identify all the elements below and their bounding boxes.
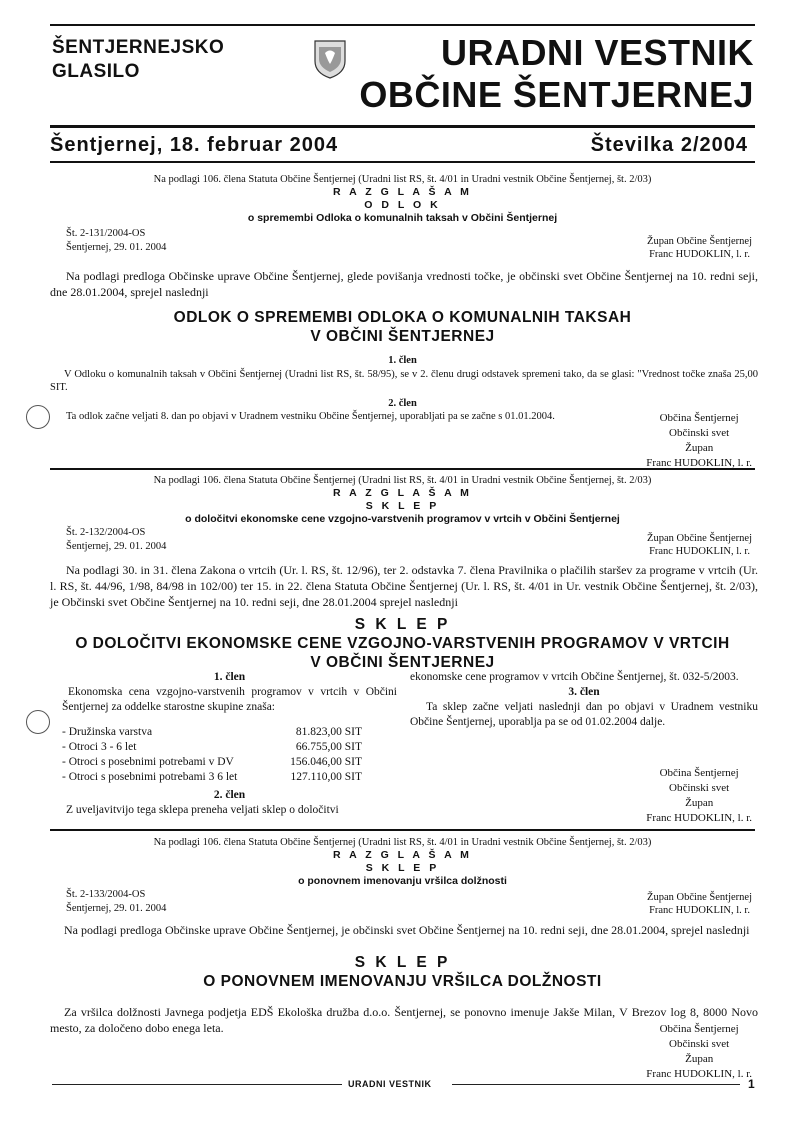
sec3-end-sig-3: Župan: [685, 1053, 714, 1065]
sec2-clen2: 2. člen: [213, 789, 246, 801]
sec2-clen3: 3. člen: [568, 686, 600, 698]
sec1-title-line2: V OBČINI ŠENTJERNEJ: [310, 328, 495, 345]
sec1-ref: Št. 2-131/2004-OS: [66, 228, 146, 239]
sec2-title-line1: O DOLOČITVI EKONOMSKE CENE VZGOJNO-VARSTVENIH PROGRAMOV V VRTCIH: [75, 635, 730, 652]
sec2-right-column: [410, 670, 758, 730]
sec2-end-sig-1: Občina Šentjernej: [659, 767, 739, 779]
sec1-razglasam: R A Z G L A Š A M: [333, 186, 472, 198]
masthead-left-line1: ŠENTJERNEJSKO: [52, 37, 225, 58]
sec1-signature: [647, 235, 752, 261]
sec1-clen2: 2. člen: [388, 398, 417, 409]
sec1-end-sig-4: Franc HUDOKLIN, l. r.: [646, 457, 752, 469]
sec2-sig-line2: Franc HUDOKLIN, l. r.: [649, 546, 750, 557]
price-list: [62, 725, 362, 785]
sec3-subject: o ponovnem imenovanju vršilca dolžnosti: [298, 875, 507, 887]
sec3-intro: Na podlagi 106. člena Statuta Občine Šentjernej (Uradni list RS, št. 4/01 in Uradni vestnik Občine Šentjernej, št. 2/03): [153, 837, 652, 848]
price-label: - Otroci 3 - 6 let: [62, 741, 137, 753]
sec3-sig-line1: Župan Občine Šentjernej: [647, 892, 752, 903]
sec2-end-sig-2: Občinski svet: [669, 782, 730, 794]
price-value: 66.755,00 SIT: [295, 741, 362, 753]
sec3-title-line0: S K L E P: [354, 954, 451, 971]
sec2-end-sig-3: Župan: [685, 797, 714, 809]
sec3-end-sig-2: Občinski svet: [669, 1038, 730, 1050]
issue-number: Številka 2/2004: [590, 134, 748, 156]
sec2-subject: o določitvi ekonomske cene vzgojno-varstvenih programov v vrtcih v Občini Šentjernej: [185, 513, 620, 525]
masthead-title: [359, 32, 754, 116]
price-label: - Družinska varstva: [62, 726, 153, 738]
sec1-end-sig-3: Župan: [685, 442, 714, 454]
sec3-place-date: Šentjernej, 29. 01. 2004: [66, 903, 167, 914]
sec3-end-sig-1: Občina Šentjernej: [659, 1023, 739, 1035]
sec2-preamble: Na podlagi 30. in 31. člena Zakona o vrtcih (Ur. l. RS, št. 12/96), ter 2. odstavka 7. člena Pravilnika o plačilih staršev za programe v vrtcih (Ur. l. RS, št. 44/96, 1/98, 84/98 in 102/00) ter 15. in 22. člena Statuta Občine Šentjernej (Ur. l. RS, št. 4/01 in Ur. vestnik Občine Šentjernej, št. 2/03), je Občinski svet Občine Šentjernej na 10. redni seji, dne 28.01.2004 sprejel naslednji: [50, 563, 758, 609]
sec2-left-column: [62, 670, 397, 818]
sec2-right-continuation: ekonomske cene programov v vrtcih Občine Šentjernej, št. 032-5/2003.: [410, 671, 739, 683]
sec3-title-line1: O PONOVNEM IMENOVANJU VRŠILCA DOLŽNOSTI: [203, 973, 602, 990]
price-value: 156.046,00 SIT: [290, 756, 362, 768]
footer-label: URADNI VESTNIK: [348, 1079, 432, 1089]
sec3-signature: [647, 891, 752, 917]
sec1-end-sig-2: Občinski svet: [669, 427, 730, 439]
sec2-title: [50, 615, 755, 672]
punch-hole: [26, 405, 50, 429]
price-row: [62, 770, 362, 785]
sec1-preamble: Na podlagi predloga Občinske uprave Občine Šentjernej, glede povišanja vrednosti točke, je občinski svet Občine Šentjernej na 10. redni seji, dne 28.01.2004, sprejel naslednji: [50, 269, 758, 299]
sec2-clen3-text: Ta sklep začne veljati naslednji dan po objavi v Uradnem vestniku Občine Šentjernej, uporablja pa se od 01.02.2004 dalje.: [410, 701, 758, 728]
sec2-signature: [647, 532, 752, 558]
sec1-clen1-text: V Odloku o komunalnih taksah v Občini Šentjernej (Uradni list RS, št. 58/95), se v 2. členu drugi odstavek spremeni tako, da se glasi: "Vrednost točke znaša 25,00 SIT.: [50, 369, 758, 393]
sec3-razglasam: R A Z G L A Š A M: [333, 849, 472, 861]
sec2-ref: Št. 2-132/2004-OS: [66, 527, 146, 538]
sec2-title-line0: S K L E P: [354, 616, 451, 633]
sec3-sig-line2: Franc HUDOKLIN, l. r.: [649, 905, 750, 916]
sec3-ref: Št. 2-133/2004-OS: [66, 889, 146, 900]
sec1-end-sig-1: Občina Šentjernej: [659, 412, 739, 424]
sec2-place-date: Šentjernej, 29. 01. 2004: [66, 541, 167, 552]
sec2-razglasam: R A Z G L A Š A M: [333, 487, 472, 499]
price-label: - Otroci s posebnimi potrebami 3 6 let: [62, 771, 238, 783]
sec1-title: [50, 308, 755, 346]
sec3-end-signature: [646, 1022, 752, 1082]
sec2-title-line2: V OBČINI ŠENTJERNEJ: [310, 654, 495, 671]
price-row: [62, 725, 362, 740]
top-rule: [50, 24, 755, 26]
masthead-title-line1: URADNI VESTNIK: [440, 32, 754, 73]
sec1-sig-line2: Franc HUDOKLIN, l. r.: [649, 249, 750, 260]
sec3-kind: S K L E P: [365, 862, 440, 874]
sec1-clen2-text: Ta odlok začne veljati 8. dan po objavi v Uradnem vestniku Občine Šentjernej, uporabljati pa se začne s 01.01.2004.: [66, 411, 555, 422]
footer-rule-right: [452, 1084, 740, 1085]
sec3-end-sig-4: Franc HUDOKLIN, l. r.: [646, 1068, 752, 1080]
masthead-left-line2: GLASILO: [52, 61, 140, 82]
sec2-intro: Na podlagi 106. člena Statuta Občine Šentjernej (Uradni list RS, št. 4/01 in Uradni vestnik Občine Šentjernej, št. 2/03): [153, 475, 652, 486]
sec3-preamble: Na podlagi predloga Občinske uprave Občine Šentjernej, je občinski svet Občine Šentjernej na 10. redni seji, dne 28.01.2004, sprejel naslednji: [64, 923, 750, 937]
masthead-title-line2: OBČINE ŠENTJERNEJ: [359, 74, 754, 115]
coat-of-arms-icon: [313, 39, 347, 79]
sec2-end-signature: [646, 766, 752, 826]
sec2-sig-line1: Župan Občine Šentjernej: [647, 533, 752, 544]
sec1-kind: O D L O K: [364, 199, 441, 211]
page-number: 1: [748, 1077, 755, 1091]
sec2-end-sig-4: Franc HUDOKLIN, l. r.: [646, 812, 752, 824]
sec2-clen1: 1. člen: [213, 671, 246, 683]
sec1-intro: Na podlagi 106. člena Statuta Občine Šentjernej (Uradni list RS, št. 4/01 in Uradni vestnik Občine Šentjernej, št. 2/03): [153, 174, 652, 185]
sec1-end-signature: [646, 411, 752, 471]
dateline-rule: [50, 161, 755, 163]
sec3-title: [50, 953, 755, 991]
sec1-subject: o spremembi Odloka o komunalnih taksah v Občini Šentjernej: [247, 212, 558, 224]
section-divider: [50, 468, 755, 470]
header-rule: [50, 125, 755, 128]
sec1-title-line1: ODLOK O SPREMEMBI ODLOKA O KOMUNALNIH TAKSAH: [173, 309, 632, 326]
sec1-place-date: Šentjernej, 29. 01. 2004: [66, 242, 167, 253]
price-row: [62, 755, 362, 770]
price-row: [62, 740, 362, 755]
footer-rule-left: [52, 1084, 342, 1085]
price-value: 127.110,00 SIT: [290, 771, 362, 783]
sec2-clen1-text: Ekonomska cena vzgojno-varstvenih programov v vrtcih v Občini Šentjernej za oddelke starostne skupine znaša:: [62, 686, 397, 713]
sec1-sig-line1: Župan Občine Šentjernej: [647, 236, 752, 247]
masthead-left: [52, 36, 224, 84]
price-label: - Otroci s posebnimi potrebami v DV: [62, 756, 234, 768]
section-divider: [50, 829, 755, 831]
price-value: 81.823,00 SIT: [295, 726, 362, 738]
punch-hole: [26, 710, 50, 734]
issue-date: Šentjernej, 18. februar 2004: [50, 134, 339, 156]
sec1-clen1: 1. člen: [388, 355, 417, 366]
sec2-kind: S K L E P: [365, 500, 440, 512]
sec3-body: Za vršilca dolžnosti Javnega podjetja EDŠ Ekološka družba d.o.o. Šentjernej, se ponovno imenuje Jakše Milan, V Brezov log 8, 8000 Novo mesto, za določeno dobo enega leta.: [50, 1005, 758, 1035]
sec2-clen2-text: Z uveljavitvijo tega sklepa preneha veljati sklep o določitvi: [66, 804, 339, 816]
